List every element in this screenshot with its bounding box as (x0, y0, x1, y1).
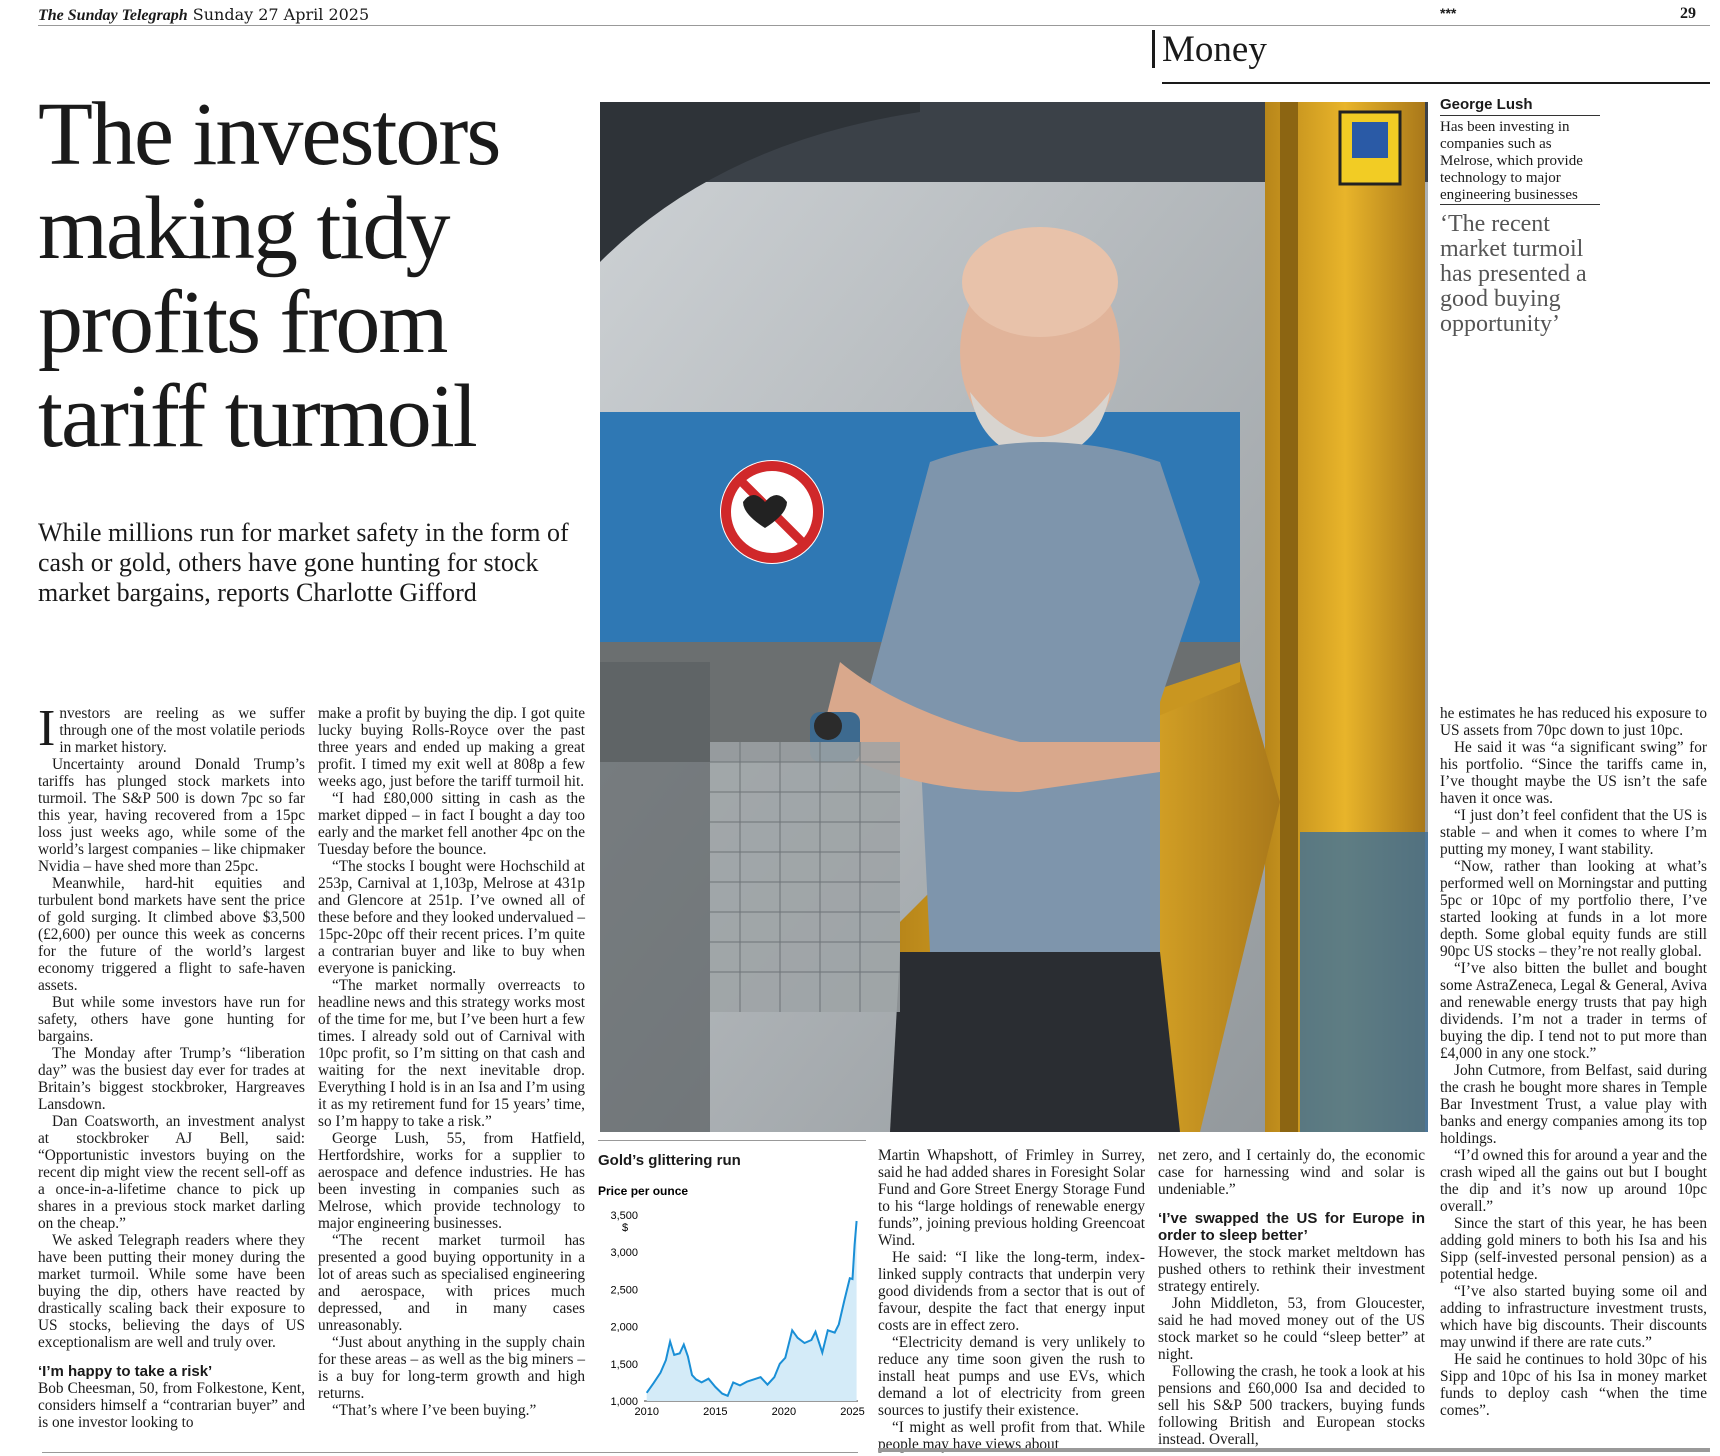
standfirst: While millions run for market safety in the form of cash or gold, others have gone hunting for stock market bargains, reports Charlotte Gifford (38, 518, 569, 607)
paragraph: But while some investors have run for safety, others have gone hunting for bargains. (38, 994, 305, 1045)
footer-rule-2 (878, 1448, 1710, 1452)
portrait-photo (600, 102, 1428, 1132)
paragraph: The Monday after Trump’s “liberation day” was the busiest day ever for trades at Britain’s biggest stockbroker, Hargreaves Lansdown. (38, 1045, 305, 1113)
paragraph-text: nvestors are reeling as we suffer through one of the most volatile periods in market history. (59, 705, 305, 756)
chart-title: Gold’s glittering run (598, 1152, 741, 1169)
paragraph: “That’s where I’ve been buying.” (332, 1402, 537, 1419)
paragraph: Martin Whapshott, of Frimley in Surrey, said he had added shares in Foresight Solar Fund and Gore Street Energy Storage Fund to his “large holdings of renewable energy funds”, joining previous holding Greencoat Wind. (878, 1147, 1145, 1249)
paragraph: “I’ve also bitten the bullet and bought some AstraZeneca, Legal & General, Aviva and renewable energy trusts that pay high dividends. I’m not a trader in terms of buying the dip. I tend not to put more than £4,000 in any one stock.” (1440, 960, 1707, 1062)
paragraph: Since the start of this year, he has been adding gold miners to both his Isa and his Sipp (self-invested personal pension) as a potential hedge. (1440, 1215, 1707, 1283)
y-tick-label: 1,000 (610, 1396, 638, 1408)
x-tick-label: 2010 (634, 1406, 659, 1418)
paper-name: The Sunday Telegraph (38, 7, 188, 24)
photo-illustration (600, 102, 1428, 1132)
paragraph: “The recent market turmoil has presented a good buying opportunity in a lot of areas such as specialised engineering and aerospace, with prices much depressed, and in many cases unreasonably. (318, 1232, 585, 1334)
chart-ylabel: Price per ounce (598, 1184, 689, 1198)
paragraph: Following the crash, he took a look at his pensions and £60,000 Isa and decided to sell his S&P 500 trackers, buying funds following British and European stocks instead. Overall, (1158, 1363, 1425, 1448)
x-tick-label: 2020 (771, 1406, 797, 1418)
edition-stars: *** (1440, 5, 1457, 21)
paragraph: “I might as well profit from that. While people may have views about (878, 1419, 1145, 1453)
footer-rule (42, 1452, 858, 1453)
gold-area (647, 1221, 857, 1401)
drop-cap: I (38, 700, 56, 757)
paragraph: “I’ve also started buying some oil and adding to infrastructure investment trusts, which have big discounts. Their discounts may unwind if there are rate cuts.” (1440, 1283, 1707, 1351)
paragraph: net zero, and I certainly do, the economic case for harnessing wind and solar is undeniable.” (1158, 1147, 1425, 1198)
chart-yunit: $ (622, 1222, 629, 1234)
paragraph: he estimates he has reduced his exposure to US assets from 70pc down to just 10pc. (1440, 705, 1707, 739)
body-column-1 (38, 700, 305, 1431)
body-column-5 (1440, 705, 1707, 1419)
paragraph: “Electricity demand is very unlikely to reduce any time soon given the rush to install heat pumps and use EVs, which demand a lot of electricity from green sources to justify their existence. (878, 1334, 1145, 1419)
paragraph: “I just don’t feel confident that the US is stable – and when it comes to where I’m putting my money, I want stability. (1440, 807, 1707, 858)
paragraph: He said he continues to hold 30pc of his Sipp and 10pc of his Isa in money market funds to deploy cash “when the time comes”. (1440, 1351, 1707, 1419)
paragraph: George Lush, 55, from Hatfield, Hertfordshire, works for a supplier to aerospace and defence industries. He has been investing in companies such as Melrose, which provide technology to major engineering businesses. (318, 1130, 585, 1232)
paragraph: Uncertainty around Donald Trump’s tariffs has plunged stock markets into turmoil. The S&P 500 is down 7pc so far this year, having recovered from a 15pc loss just weeks ago, while some of the world’s largest companies – like chipmaker Nvidia – have shed more than 25pc. (38, 756, 305, 875)
x-tick-label: 2015 (703, 1406, 728, 1418)
chart-svg (598, 1179, 866, 1429)
sidebar-rule-2 (1440, 204, 1600, 205)
subheading: ‘I’m happy to take a risk’ (38, 1363, 213, 1380)
x-axis (635, 1406, 865, 1418)
sidebar-name: George Lush (1440, 96, 1533, 113)
y-tick-label: 1,500 (610, 1358, 638, 1371)
pull-quote: ‘The recent market turmoil has presented a good buying opportunity’ (1440, 211, 1587, 337)
paragraph: Bob Cheesman, 50, from Folkestone, Kent, considers himself a “contrarian buyer” and is one investor looking to (38, 1380, 305, 1431)
sidebar-description: Has been investing in companies such as Melrose, which provide technology to major engineering businesses (1440, 119, 1583, 203)
y-tick-label: 3,500 (610, 1210, 638, 1222)
x-tick-label: 2025 (840, 1406, 865, 1418)
paragraph: Meanwhile, hard-hit equities and turbulent bond markets have sent the price of gold surging. It climbed above $3,500 (£2,600) per ounce this week as concerns for the future of the world’s largest economy triggered a flight to safe-haven assets. (38, 875, 305, 994)
y-tick-label: 2,000 (610, 1321, 638, 1334)
paragraph: “Now, rather than looking at what’s performed well on Morningstar and putting 5pc or 10pc of my portfolio there, I’ve started looking at funds in a lot more depth. Some global equity funds are still 90pc US stocks – they’re not really global. (1440, 858, 1707, 960)
y-tick-label: 3,000 (610, 1247, 638, 1260)
body-column-2 (318, 705, 585, 1419)
subheading: ‘I’ve swapped the US for Europe in order to sleep better’ (1158, 1210, 1425, 1244)
paragraph: However, the stock market meltdown has pushed others to rethink their investment strategy entirely. (1158, 1244, 1425, 1295)
paragraph: He said: “I like the long-term, index-linked supply contracts that underpin very good dividends from a sector that is out of favour, despite the fact that energy input costs are in effect zero. (878, 1249, 1145, 1334)
paragraph: make a profit by buying the dip. I got quite lucky buying Rolls-Royce over the past three years and ended up making a great profit. I timed my exit well at 808p a few weeks ago, just before the tariff turmoil hit. (318, 705, 585, 790)
headline: The investors making tidy profits from tariff turmoil (38, 85, 500, 466)
paragraph: “I had £80,000 sitting in cash as the market dipped – in fact I bought a day too early and the market fell another 4pc on the Tuesday before the bounce. (318, 790, 585, 858)
sidebar-rule (1440, 115, 1600, 116)
paragraph: “I’d owned this for around a year and the crash wiped all the gains out but I bought the dip and it’s now up around 10pc overall.” (1440, 1147, 1707, 1215)
paragraph: Dan Coatsworth, an investment analyst at stockbroker AJ Bell, said: “Opportunistic investors buying on the recent dip might view the recent sell-off as a once-in-a-lifetime chance to pick up shares in a previous stock market darling on the cheap.” (38, 1113, 305, 1232)
body-column-4 (1158, 1147, 1425, 1448)
paragraph: John Cutmore, from Belfast, said during the crash he bought more shares in Temple Bar Investment Trust, a value play with banks and energy companies among its top holdings. (1440, 1062, 1707, 1147)
paragraph: He said it was “a significant swing” for his portfolio. “Since the tariffs came in, I’ve thought maybe the US isn’t the safe haven it once was. (1440, 739, 1707, 807)
header-rule (38, 25, 1710, 26)
gold-chart (598, 1140, 866, 1440)
section-marker (1152, 30, 1155, 68)
y-tick-label: 2,500 (610, 1284, 638, 1297)
section-title: Money (1162, 29, 1267, 70)
masthead (38, 5, 369, 25)
paragraph: “Just about anything in the supply chain for these areas – as well as the big miners – is a buy for long-term growth and high returns. (318, 1334, 585, 1402)
page-number: 29 (1680, 5, 1696, 22)
body-column-3 (878, 1147, 1145, 1453)
section-rule (1162, 82, 1710, 84)
paragraph: “The stocks I bought were Hochschild at 253p, Carnival at 1,103p, Melrose at 431p and Glencore at 251p. I’ve owned all of these before and they looked undervalued – 15pc-20pc off their recent prices. I’m quite a contrarian buyer and like to buy when everyone is panicking. (318, 858, 585, 977)
issue-date: Sunday 27 April 2025 (192, 5, 370, 24)
paragraph: We asked Telegraph readers where they have been putting their money during the market turmoil. While some have been buying the dip, others have reacted by drastically scaling back their exposure to US stocks, believing the days of US exceptionalism are well and truly over. (38, 1232, 305, 1351)
paragraph (38, 700, 305, 757)
paragraph: “The market normally overreacts to headline news and this strategy works most of the time for me, but I’ve been hurt a few times. I already sold out of Carnival with 10pc profit, so I’m sitting on that cash and waiting for the next inevitable drop. Everything I hold is in an Isa and I’m using it as my retirement fund for 15 years’ time, so I’m happy to take a risk.” (318, 977, 585, 1130)
paragraph: John Middleton, 53, from Gloucester, said he had moved money out of the US stock market so he could “sleep better” at night. (1158, 1295, 1425, 1363)
